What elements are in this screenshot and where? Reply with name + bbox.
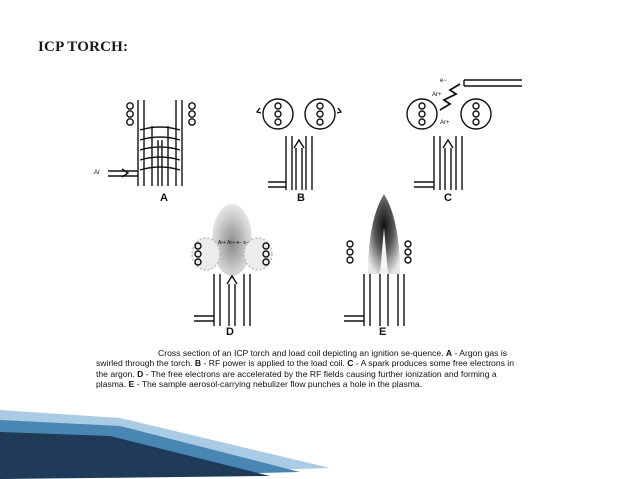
slide-title: ICP TORCH: <box>38 39 129 55</box>
caption-ref-a: A <box>445 348 453 358</box>
panel-label-b: B <box>297 192 305 204</box>
caption-ref-c: C <box>347 358 354 369</box>
panel-label-e: E <box>379 326 387 338</box>
ar-ion-label-c2: Ar+ <box>440 120 450 126</box>
caption-text-2: - Argon gas is swirled through the torch. <box>96 348 508 369</box>
panel-label-d: D <box>226 326 234 338</box>
caption-text-3: - RF power is applied to the load coil. <box>201 358 348 369</box>
panel-label-c: C <box>444 192 452 204</box>
caption-text-1: Cross section of an ICP torch and load coil depicting an ignition se-quence. <box>158 348 446 358</box>
caption-text-4: - A spark produces some free electrons in the argon. <box>96 358 514 379</box>
caption-text-5: - The free electrons are accelerated by the RF fields causing further ionization and forming a plasma. <box>96 368 497 390</box>
caption-ref-e: E <box>128 379 135 390</box>
caption-ref-d: D <box>137 368 144 379</box>
electron-label: e− <box>440 78 447 84</box>
ar-ion-label-c1: Ar+ <box>432 92 442 98</box>
plasma-ions-label: Ar+ Ar+ e− e− <box>218 240 250 246</box>
caption-text-6: - The sample aerosol-carrying nebulizer flow punches a hole in the plasma. <box>134 379 423 390</box>
panel-label-a: A <box>160 192 168 204</box>
caption-ref-b: B <box>194 358 202 369</box>
ar-inlet-label: Ar <box>94 170 100 176</box>
